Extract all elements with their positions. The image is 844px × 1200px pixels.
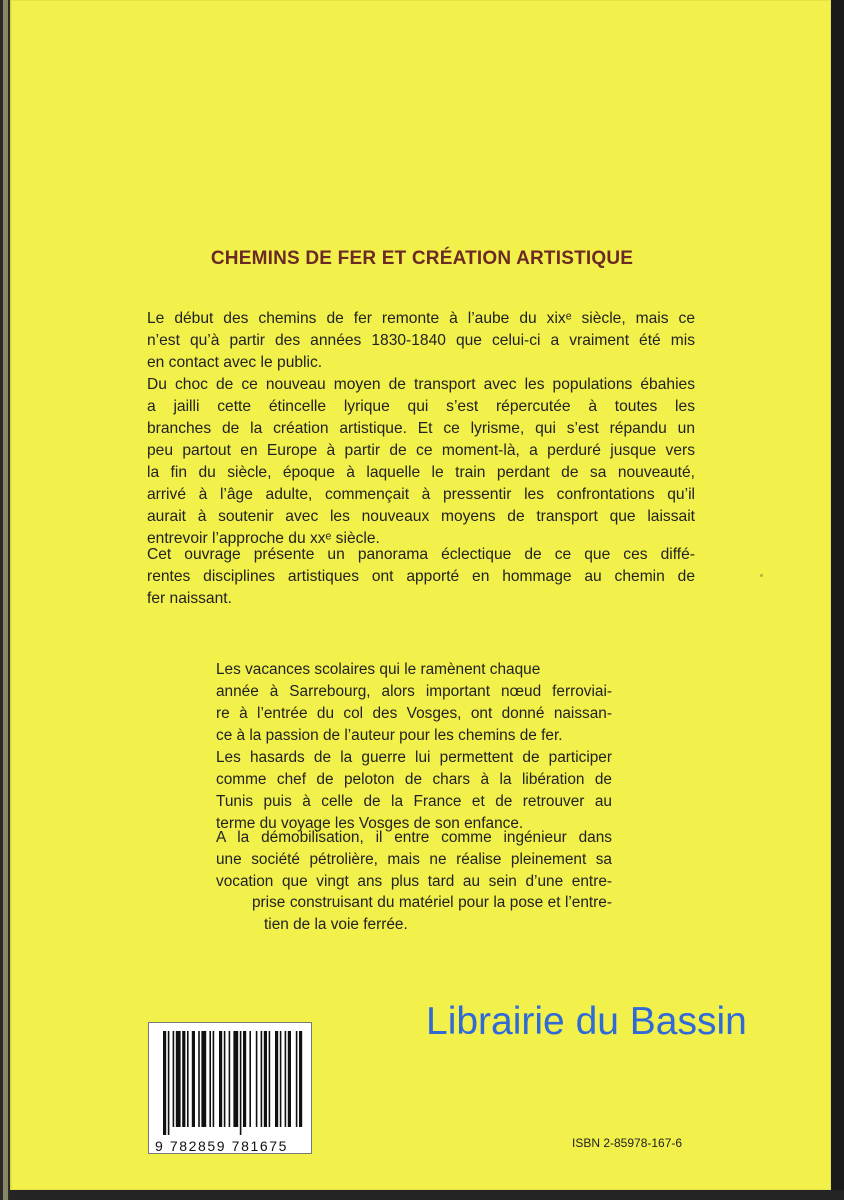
barcode-bar [269, 1031, 271, 1127]
barcode-bar [229, 1031, 231, 1127]
text-line: entrevoir l’approche du xxᵉ siècle. [147, 530, 380, 547]
background-surface [10, 1190, 844, 1200]
text-line: Tunis puis à celle de la France et de retrouver au [216, 793, 612, 810]
text-line: Le début des chemins de fer remonte à l’aube du xixᵉ siècle, mais ce [147, 310, 695, 327]
book-spine-edge [0, 0, 10, 1200]
barcode-bar [209, 1031, 211, 1127]
barcode-bar [168, 1031, 170, 1135]
bookseller-watermark: Librairie du Bassin [426, 1000, 747, 1043]
barcode-bar [256, 1031, 258, 1127]
barcode-bar [240, 1031, 242, 1135]
text-line: la fin du siècle, époque à laquelle le train perdant de sa nouveauté, [147, 464, 695, 481]
barcode-bar [275, 1031, 278, 1127]
text-line: Les hasards de la guerre lui permettent de participer [216, 749, 612, 766]
author-bio-paragraph [216, 659, 612, 747]
author-bio-paragraph [216, 892, 612, 936]
barcode-bar [163, 1031, 166, 1135]
text-line: rentes disciplines artistiques ont apporté en hommage au chemin de [147, 568, 695, 585]
blurb-paragraph [147, 374, 695, 550]
barcode-bar [299, 1031, 302, 1127]
text-line: re à l’entrée du col des Vosges, ont donné naissan- [216, 705, 612, 722]
text-line: en contact avec le public. [147, 354, 323, 371]
barcode-bar [176, 1031, 181, 1127]
text-line: comme chef de peloton de chars à la libération de [216, 771, 612, 788]
text-line: A la démobilisation, il entre comme ingénieur dans [216, 829, 612, 846]
text-line: peu partout en Europe à partir de ce moment-là, a perduré jusque vers [147, 442, 695, 459]
barcode-bar [288, 1031, 291, 1127]
text-line: branches de la création artistique. Et ce lyrisme, qui s’est répandu un [147, 420, 695, 437]
barcode-bar [233, 1031, 238, 1127]
text-line: tien de la voie ferrée. [264, 916, 408, 933]
barcode-bar [243, 1031, 246, 1127]
barcode-bar [296, 1031, 298, 1127]
text-line: a jailli cette étincelle lyrique qui s’est répercutée à toutes les [147, 398, 695, 415]
text-line: n’est qu’à partir des années 1830-1840 que celui-ci a vraiment été mis [147, 332, 695, 349]
barcode-bars [149, 1023, 311, 1139]
barcode-bar [198, 1031, 200, 1127]
blurb-paragraph [147, 308, 695, 374]
barcode-bar [261, 1031, 263, 1127]
barcode-bar [182, 1031, 185, 1127]
isbn-label: ISBN 2-85978-167-6 [572, 1136, 683, 1150]
author-bio-paragraph [216, 827, 612, 893]
text-line: une société pétrolière, mais ne réalise pleinement sa [216, 851, 612, 868]
text-line: fer naissant. [147, 590, 232, 607]
text-line: année à Sarrebourg, alors important nœud ferroviai- [216, 683, 612, 700]
text-line: Les vacances scolaires qui le ramènent chaque [216, 661, 541, 678]
blurb-paragraph [147, 544, 695, 610]
text-line: arrivé à l’âge adulte, commençait à pressentir les confrontations qu’il [147, 486, 695, 503]
author-bio-paragraph [216, 747, 612, 835]
text-line: vocation que vingt ans plus tard au sein d’une entre- [216, 873, 612, 890]
book-title: CHEMINS DE FER ET CRÉATION ARTISTIQUE [210, 248, 634, 269]
text-line: aurait à soutenir avec les nouveaux moyens de transport que laissait [147, 508, 695, 525]
text-line: Cet ouvrage présente un panorama éclectique de ce que ces diffé- [147, 546, 695, 563]
barcode-bar [264, 1031, 267, 1127]
barcode-bar [285, 1031, 287, 1127]
barcode-bar [173, 1031, 175, 1127]
text-line: prise construisant du matériel pour la pose et l’entre- [252, 894, 612, 911]
barcode-bar [219, 1031, 222, 1127]
barcode-bar [280, 1031, 282, 1127]
barcode-bar [249, 1031, 251, 1127]
paper-speck [760, 574, 763, 577]
barcode-bar [213, 1031, 215, 1127]
barcode-bar [201, 1031, 206, 1127]
barcode [148, 1022, 312, 1154]
barcode-digits: 9 782859 781675 [155, 1138, 288, 1154]
barcode-bar [187, 1031, 189, 1127]
text-line: ce à la passion de l’auteur pour les chemins de fer. [216, 727, 563, 744]
text-line: terme du voyage les Vosges de son enfance. [216, 815, 524, 832]
barcode-bar [224, 1031, 226, 1127]
barcode-bar [192, 1031, 195, 1127]
text-line: Du choc de ce nouveau moyen de transport avec les populations ébahies [147, 376, 695, 393]
